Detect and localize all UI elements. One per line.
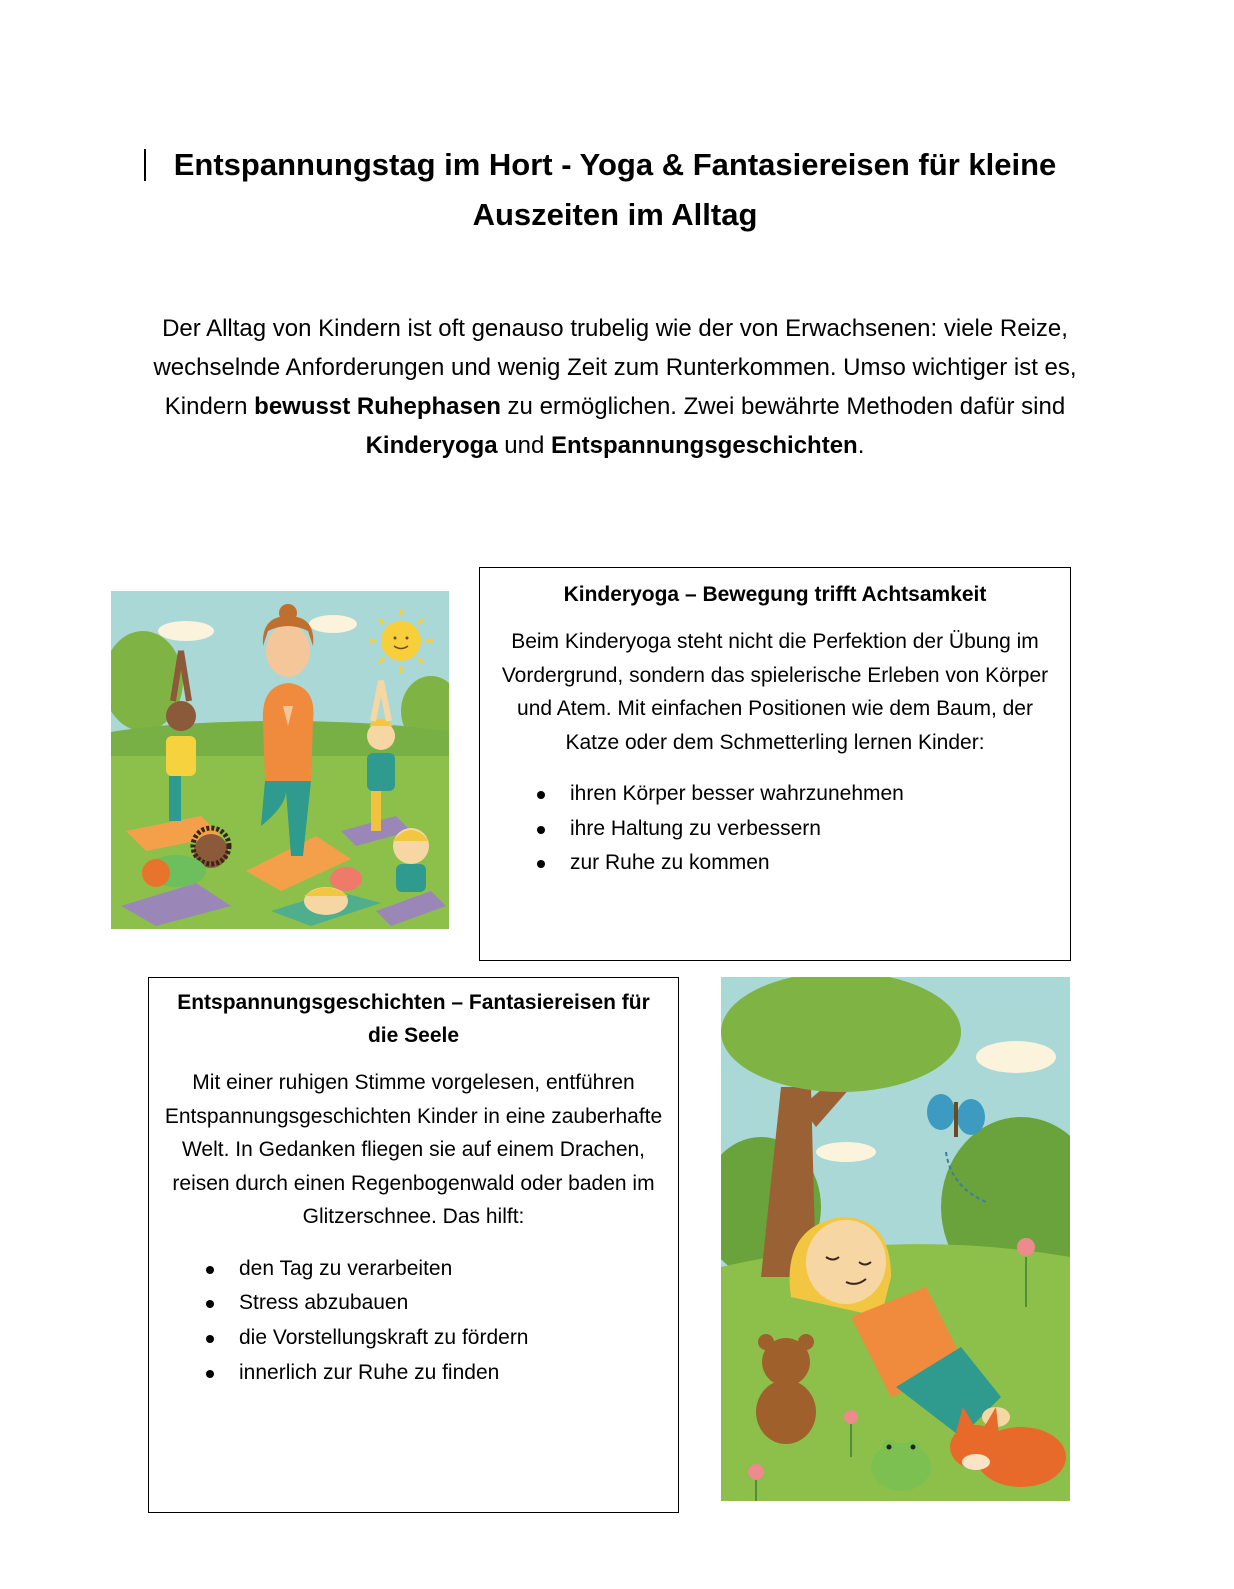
intro-paragraph[interactable] bbox=[135, 309, 1095, 465]
list-item-text: ihre Haltung zu verbessern bbox=[570, 816, 821, 840]
kids-yoga-illustration[interactable] bbox=[111, 591, 449, 929]
bullet-icon bbox=[537, 826, 545, 834]
bullet-icon bbox=[206, 1266, 214, 1274]
list-item-text: innerlich zur Ruhe zu finden bbox=[239, 1360, 500, 1384]
bullet-icon bbox=[537, 791, 545, 799]
list-item-text: die Vorstellungskraft zu fördern bbox=[239, 1325, 529, 1349]
bullet-icon bbox=[537, 860, 545, 868]
entspannungsgeschichten-textbox[interactable] bbox=[148, 977, 679, 1513]
list-item-text: Stress abzubauen bbox=[239, 1291, 409, 1315]
list-item bbox=[163, 1286, 664, 1321]
girl-resting-illustration[interactable] bbox=[721, 977, 1070, 1501]
intro-bold-entspannungsgeschichten: Entspannungsgeschichten bbox=[551, 432, 858, 459]
intro-text: zu ermöglichen. Zwei bewährte Methoden dafür sind bbox=[500, 393, 1066, 420]
intro-text: Der Alltag von Kindern ist oft genauso trubelig wie der von Erwachsenen: viele Reize, wechselnde Anforderungen und wenig Zeit zum Runterkommen. Umso wichtiger ist es, Kindern bbox=[153, 315, 1077, 420]
bullet-icon bbox=[206, 1370, 214, 1378]
list-item bbox=[494, 777, 1056, 812]
kinderyoga-body: Beim Kinderyoga steht nicht die Perfektion der Übung im Vordergrund, sondern das spielerische Erleben von Körper und Atem. Mit einfachen Positionen wie dem Baum, der Katze oder dem Schmetterling lernen Kinder: bbox=[501, 630, 1049, 754]
bullet-icon bbox=[206, 1300, 214, 1308]
list-item bbox=[163, 1321, 664, 1356]
intro-text: und bbox=[497, 432, 552, 459]
bullet-icon bbox=[206, 1335, 214, 1343]
list-item-text: ihren Körper besser wahrzunehmen bbox=[570, 782, 904, 805]
kinderyoga-bullet-list bbox=[494, 777, 1056, 881]
girl-resting-illustration-svg bbox=[721, 977, 1070, 1501]
list-item bbox=[494, 846, 1056, 881]
entspannungsgeschichten-bullet-list bbox=[163, 1252, 664, 1391]
list-item bbox=[163, 1356, 664, 1391]
intro-bold-kinderyoga: Kinderyoga bbox=[365, 432, 498, 459]
list-item-text: zur Ruhe zu kommen bbox=[570, 851, 770, 875]
kids-yoga-illustration-svg bbox=[111, 591, 449, 929]
list-item bbox=[163, 1252, 664, 1287]
document-title[interactable]: Entspannungstag im Hort - Yoga & Fantasiereisen für kleine Auszeiten im Alltag bbox=[173, 147, 1057, 232]
intro-text: . bbox=[857, 432, 865, 459]
list-item bbox=[494, 812, 1056, 847]
entspannungsgeschichten-heading: Entspannungsgeschichten – Fantasiereisen für die Seele bbox=[177, 991, 650, 1047]
intro-bold-ruhephasen: bewusst Ruhephasen bbox=[254, 393, 501, 420]
entspannungsgeschichten-body: Mit einer ruhigen Stimme vorgelesen, entführen Entspannungsgeschichten Kinder in eine zauberhafte Welt. In Gedanken fliegen sie auf einem Drachen, reisen durch einen Regenbogenwald oder baden im Glitzerschnee. Das hilft: bbox=[164, 1071, 663, 1228]
kinderyoga-textbox[interactable] bbox=[479, 567, 1071, 961]
kinderyoga-heading: Kinderyoga – Bewegung trifft Achtsamkeit bbox=[563, 583, 987, 606]
list-item-text: den Tag zu verarbeiten bbox=[239, 1256, 453, 1280]
